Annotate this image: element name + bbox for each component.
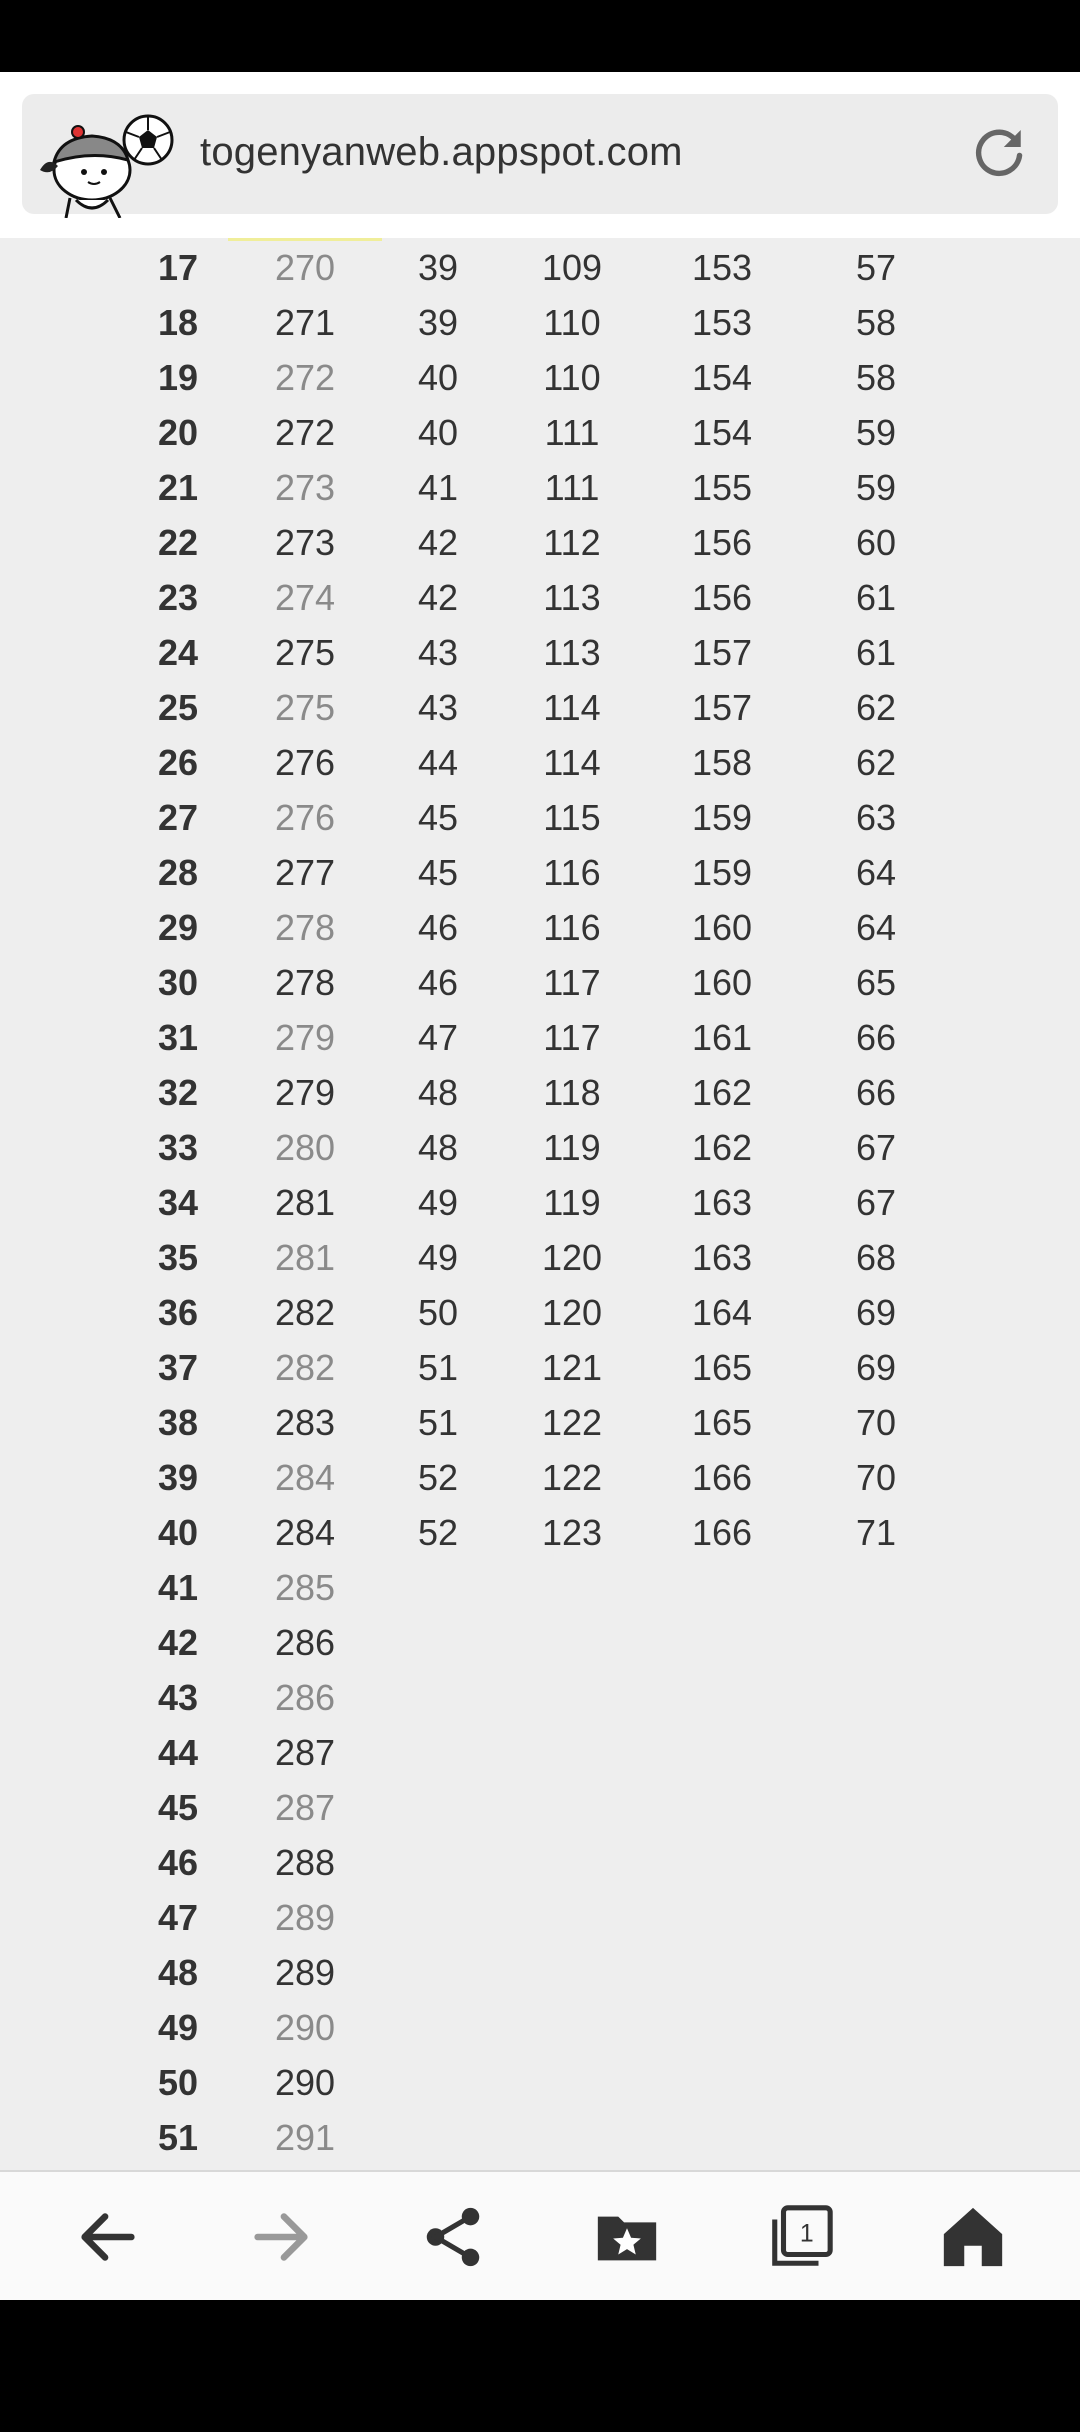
table-row bbox=[0, 1780, 1080, 1835]
cell-c: 114 bbox=[543, 742, 601, 783]
cell-n: 43 bbox=[157, 1677, 199, 1718]
cell-a: 287 bbox=[274, 1787, 336, 1828]
cell-d: 161 bbox=[691, 1017, 753, 1058]
cell-a: 282 bbox=[274, 1347, 336, 1388]
cell-n: 19 bbox=[157, 357, 199, 398]
cell-b: 48 bbox=[417, 1127, 459, 1168]
table-row bbox=[0, 1725, 1080, 1780]
cell-a: 278 bbox=[274, 907, 336, 948]
cell-c: 109 bbox=[541, 247, 603, 288]
cell-a: 281 bbox=[274, 1237, 336, 1278]
cell-e: 58 bbox=[855, 357, 897, 398]
cell-d: 157 bbox=[691, 687, 753, 728]
cell-n: 40 bbox=[157, 1512, 199, 1553]
bookmarks-icon[interactable] bbox=[592, 2202, 662, 2272]
table-row bbox=[0, 955, 1080, 1010]
cell-n: 44 bbox=[157, 1732, 199, 1773]
cell-a: 289 bbox=[274, 1952, 336, 1993]
share-icon[interactable] bbox=[418, 2202, 488, 2272]
cell-n: 17 bbox=[157, 247, 199, 288]
cell-a: 280 bbox=[274, 1127, 336, 1168]
cell-c: 111 bbox=[544, 467, 600, 508]
cell-e: 69 bbox=[855, 1292, 897, 1333]
table-row bbox=[0, 1945, 1080, 2000]
cell-e: 71 bbox=[855, 1512, 897, 1553]
cell-n: 22 bbox=[157, 522, 199, 563]
cell-d: 154 bbox=[691, 357, 753, 398]
cell-b: 39 bbox=[417, 302, 459, 343]
cell-d: 163 bbox=[691, 1182, 753, 1223]
cell-b: 45 bbox=[417, 852, 459, 893]
cell-a: 289 bbox=[274, 1897, 336, 1938]
table-row bbox=[0, 405, 1080, 460]
cell-c: 111 bbox=[544, 412, 600, 453]
cell-c: 117 bbox=[543, 962, 601, 1003]
table-row bbox=[0, 900, 1080, 955]
cell-b: 44 bbox=[417, 742, 459, 783]
cell-e: 67 bbox=[855, 1182, 897, 1223]
cell-b: 43 bbox=[417, 632, 459, 673]
cell-a: 290 bbox=[274, 2062, 336, 2103]
cell-a: 276 bbox=[274, 742, 336, 783]
table-row bbox=[0, 1230, 1080, 1285]
cell-d: 157 bbox=[691, 632, 753, 673]
cell-e: 70 bbox=[855, 1402, 897, 1443]
cell-e: 59 bbox=[855, 467, 897, 508]
table-row bbox=[0, 680, 1080, 735]
cell-a: 273 bbox=[274, 467, 336, 508]
cell-e: 69 bbox=[855, 1347, 897, 1388]
cell-a: 277 bbox=[274, 852, 336, 893]
table-row bbox=[0, 2110, 1080, 2165]
cell-c: 115 bbox=[543, 797, 601, 838]
table-row bbox=[0, 1010, 1080, 1065]
cell-e: 62 bbox=[855, 687, 897, 728]
table-row bbox=[0, 1450, 1080, 1505]
cell-a: 279 bbox=[274, 1072, 336, 1113]
cell-n: 23 bbox=[157, 577, 199, 618]
cell-e: 64 bbox=[855, 852, 897, 893]
cell-e: 59 bbox=[855, 412, 897, 453]
table-row bbox=[0, 2000, 1080, 2055]
cell-b: 50 bbox=[417, 1292, 459, 1333]
cell-d: 160 bbox=[691, 907, 753, 948]
cell-c: 121 bbox=[541, 1347, 603, 1388]
cell-e: 58 bbox=[855, 302, 897, 343]
cell-b: 42 bbox=[417, 522, 459, 563]
cell-a: 287 bbox=[274, 1732, 336, 1773]
cell-c: 122 bbox=[541, 1457, 603, 1498]
cell-c: 122 bbox=[541, 1402, 603, 1443]
table-row bbox=[0, 625, 1080, 680]
cell-b: 51 bbox=[417, 1402, 459, 1443]
cell-a: 283 bbox=[274, 1402, 336, 1443]
cell-b: 47 bbox=[417, 1017, 459, 1058]
cell-n: 30 bbox=[157, 962, 199, 1003]
cell-d: 155 bbox=[691, 467, 753, 508]
cell-a: 284 bbox=[274, 1457, 336, 1498]
cell-n: 32 bbox=[157, 1072, 199, 1113]
cell-a: 278 bbox=[274, 962, 336, 1003]
cell-d: 165 bbox=[691, 1347, 753, 1388]
system-nav-area bbox=[0, 2300, 1080, 2432]
cell-e: 63 bbox=[855, 797, 897, 838]
table-row bbox=[0, 1340, 1080, 1395]
back-icon[interactable] bbox=[73, 2202, 143, 2272]
cell-c: 118 bbox=[543, 1072, 601, 1113]
table-row bbox=[0, 1890, 1080, 1945]
cell-d: 153 bbox=[691, 247, 753, 288]
site-logo-icon bbox=[30, 110, 188, 218]
cell-a: 279 bbox=[274, 1017, 336, 1058]
cell-d: 160 bbox=[691, 962, 753, 1003]
cell-b: 51 bbox=[417, 1347, 459, 1388]
url-text[interactable]: togenyanweb.appspot.com bbox=[200, 130, 683, 174]
cell-c: 110 bbox=[543, 302, 601, 343]
table-row bbox=[0, 1505, 1080, 1560]
cell-n: 25 bbox=[157, 687, 199, 728]
cell-c: 119 bbox=[543, 1182, 601, 1223]
cell-n: 26 bbox=[157, 742, 199, 783]
cell-e: 57 bbox=[855, 247, 897, 288]
cell-n: 20 bbox=[157, 412, 199, 453]
cell-d: 163 bbox=[691, 1237, 753, 1278]
cell-n: 34 bbox=[157, 1182, 199, 1223]
cell-a: 270 bbox=[274, 247, 336, 288]
reload-icon[interactable] bbox=[970, 124, 1028, 182]
cell-n: 45 bbox=[157, 1787, 199, 1828]
url-bar[interactable] bbox=[22, 94, 1058, 214]
cell-a: 274 bbox=[274, 577, 336, 618]
cell-c: 123 bbox=[541, 1512, 603, 1553]
cell-a: 286 bbox=[274, 1622, 336, 1663]
table-row bbox=[0, 2055, 1080, 2110]
tabs-icon[interactable] bbox=[766, 2202, 836, 2272]
cell-n: 36 bbox=[157, 1292, 199, 1333]
cell-n: 46 bbox=[157, 1842, 199, 1883]
cell-n: 31 bbox=[157, 1017, 199, 1058]
cell-a: 271 bbox=[274, 302, 336, 343]
cell-n: 37 bbox=[157, 1347, 199, 1388]
cell-a: 275 bbox=[274, 632, 336, 673]
cell-c: 114 bbox=[543, 687, 601, 728]
table-row bbox=[0, 1560, 1080, 1615]
cell-d: 153 bbox=[691, 302, 753, 343]
cell-a: 282 bbox=[274, 1292, 336, 1333]
cell-e: 64 bbox=[855, 907, 897, 948]
cell-n: 28 bbox=[157, 852, 199, 893]
cell-b: 49 bbox=[417, 1182, 459, 1223]
cell-a: 276 bbox=[274, 797, 336, 838]
cell-d: 159 bbox=[691, 797, 753, 838]
cell-c: 113 bbox=[543, 632, 601, 673]
cell-b: 40 bbox=[417, 357, 459, 398]
cell-n: 18 bbox=[157, 302, 199, 343]
cell-d: 166 bbox=[691, 1457, 753, 1498]
cell-n: 39 bbox=[157, 1457, 199, 1498]
cell-d: 159 bbox=[691, 852, 753, 893]
cell-a: 291 bbox=[274, 2117, 336, 2158]
cell-a: 284 bbox=[274, 1512, 336, 1553]
cell-c: 113 bbox=[543, 577, 601, 618]
cell-d: 165 bbox=[691, 1402, 753, 1443]
home-icon[interactable] bbox=[938, 2202, 1008, 2272]
cell-a: 285 bbox=[274, 1567, 336, 1608]
cell-b: 41 bbox=[417, 467, 459, 508]
cell-b: 52 bbox=[417, 1512, 459, 1553]
cell-c: 120 bbox=[541, 1237, 603, 1278]
cell-n: 33 bbox=[157, 1127, 199, 1168]
cell-e: 61 bbox=[855, 577, 897, 618]
cell-d: 156 bbox=[691, 522, 753, 563]
cell-c: 116 bbox=[543, 852, 601, 893]
table-row bbox=[0, 1065, 1080, 1120]
table-row bbox=[0, 1395, 1080, 1450]
cell-e: 65 bbox=[855, 962, 897, 1003]
table-row bbox=[0, 735, 1080, 790]
table-row bbox=[0, 570, 1080, 625]
cell-b: 40 bbox=[417, 412, 459, 453]
cell-d: 162 bbox=[691, 1127, 753, 1168]
cell-e: 62 bbox=[855, 742, 897, 783]
cell-n: 41 bbox=[157, 1567, 199, 1608]
cell-n: 51 bbox=[157, 2117, 199, 2158]
cell-b: 48 bbox=[417, 1072, 459, 1113]
table-row bbox=[0, 845, 1080, 900]
cell-n: 24 bbox=[157, 632, 199, 673]
table-row bbox=[0, 1285, 1080, 1340]
cell-b: 39 bbox=[417, 247, 459, 288]
cell-c: 120 bbox=[541, 1292, 603, 1333]
cell-n: 50 bbox=[157, 2062, 199, 2103]
cell-n: 21 bbox=[157, 467, 199, 508]
table-row bbox=[0, 295, 1080, 350]
cell-c: 110 bbox=[543, 357, 601, 398]
cell-b: 43 bbox=[417, 687, 459, 728]
cell-d: 154 bbox=[691, 412, 753, 453]
cell-d: 166 bbox=[691, 1512, 753, 1553]
table-row bbox=[0, 790, 1080, 845]
browser-toolbar bbox=[0, 72, 1080, 238]
table-row bbox=[0, 1175, 1080, 1230]
cell-e: 66 bbox=[855, 1072, 897, 1113]
table-row bbox=[0, 1120, 1080, 1175]
table-row bbox=[0, 240, 1080, 295]
cell-b: 46 bbox=[417, 962, 459, 1003]
browser-bottom-bar bbox=[0, 2170, 1080, 2300]
cell-a: 281 bbox=[274, 1182, 336, 1223]
table-row bbox=[0, 350, 1080, 405]
cell-b: 46 bbox=[417, 907, 459, 948]
cell-n: 38 bbox=[157, 1402, 199, 1443]
cell-a: 272 bbox=[274, 357, 336, 398]
table-row bbox=[0, 460, 1080, 515]
table-row bbox=[0, 1670, 1080, 1725]
cell-n: 48 bbox=[157, 1952, 199, 1993]
forward-icon[interactable] bbox=[246, 2202, 316, 2272]
cell-b: 49 bbox=[417, 1237, 459, 1278]
table-row bbox=[0, 1835, 1080, 1890]
status-bar bbox=[0, 0, 1080, 72]
cell-b: 42 bbox=[417, 577, 459, 618]
cell-a: 275 bbox=[274, 687, 336, 728]
cell-d: 162 bbox=[691, 1072, 753, 1113]
cell-a: 288 bbox=[274, 1842, 336, 1883]
cell-a: 290 bbox=[274, 2007, 336, 2048]
cell-d: 156 bbox=[691, 577, 753, 618]
cell-n: 35 bbox=[157, 1237, 199, 1278]
tab-count: 1 bbox=[799, 2220, 814, 2248]
cell-n: 27 bbox=[157, 797, 199, 838]
cell-b: 52 bbox=[417, 1457, 459, 1498]
cell-c: 112 bbox=[543, 522, 601, 563]
cell-e: 68 bbox=[855, 1237, 897, 1278]
cell-c: 119 bbox=[543, 1127, 601, 1168]
cell-n: 49 bbox=[157, 2007, 199, 2048]
cell-e: 67 bbox=[855, 1127, 897, 1168]
cell-a: 272 bbox=[274, 412, 336, 453]
table-row bbox=[0, 515, 1080, 570]
cell-a: 273 bbox=[274, 522, 336, 563]
cell-c: 116 bbox=[543, 907, 601, 948]
cell-d: 164 bbox=[691, 1292, 753, 1333]
table-row bbox=[0, 1615, 1080, 1670]
cell-n: 42 bbox=[157, 1622, 199, 1663]
cell-e: 66 bbox=[855, 1017, 897, 1058]
cell-n: 29 bbox=[157, 907, 199, 948]
cell-e: 60 bbox=[855, 522, 897, 563]
cell-d: 158 bbox=[691, 742, 753, 783]
page-content[interactable] bbox=[0, 238, 1080, 2170]
cell-a: 286 bbox=[274, 1677, 336, 1718]
cell-c: 117 bbox=[543, 1017, 601, 1058]
cell-n: 47 bbox=[157, 1897, 199, 1938]
cell-e: 70 bbox=[855, 1457, 897, 1498]
cell-e: 61 bbox=[855, 632, 897, 673]
cell-b: 45 bbox=[417, 797, 459, 838]
